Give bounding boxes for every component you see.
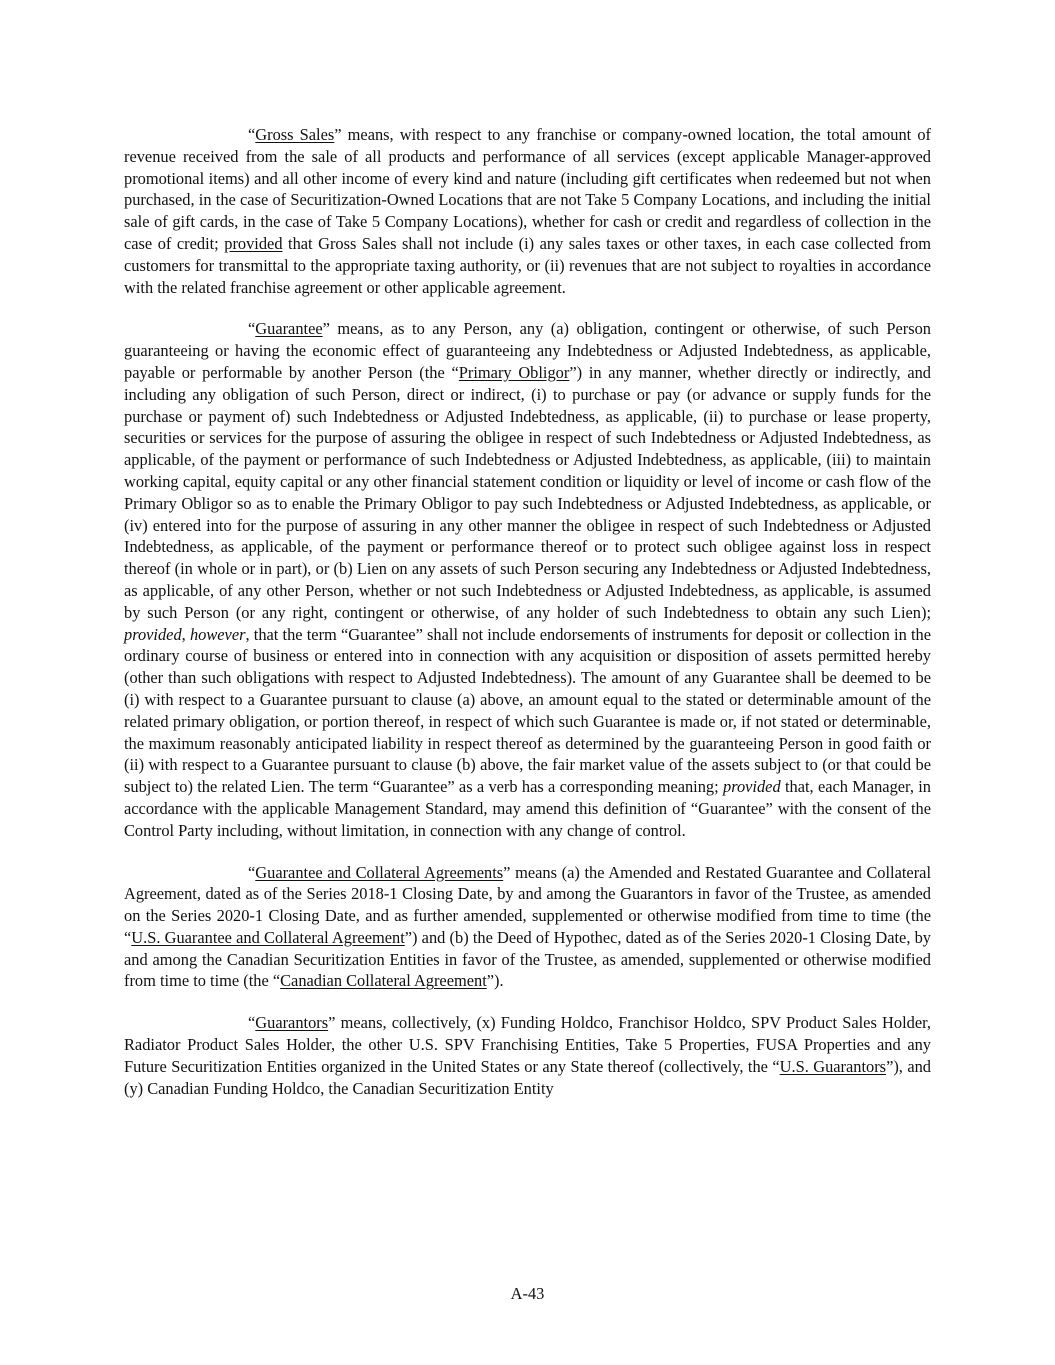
defined-term-inline: Primary Obligor (458, 362, 570, 382)
defined-term: Gross Sales (255, 125, 335, 144)
document-body (124, 124, 931, 1119)
underlined-word: provided (224, 233, 283, 253)
definition-guarantee: “Guarantee” means, as to any Person, any (a) obligation, contingent or otherwise, of such Person guaranteeing or having the economic effect of guaranteeing any Indebtedness or Adjusted Indebtedness, as applicable, payable or performable by another Person (the “Primary Obligor”) in any manner, whether directly or indirectly, and including any obligation of such Person, direct or indirect, (i) to purchase or pay (or advance or supply funds for the purchase or payment of) such Indebtedness or Adjusted Indebtedness, as applicable, (ii) to purchase or lease property, securities or services for the purpose of assuring the obligee in respect of such Indebtedness or Adjusted Indebtedness, as applicable, of the payment or performance of such Indebtedness or Adjusted Indebtedness, as applicable, (iii) to maintain working capital, equity capital or any other financial statement condition or liquidity or level of income or cash flow of the Primary Obligor so as to enable the Primary Obligor to pay such Indebtedness or Adjusted Indebtedness, as applicable, or (iv) entered into for the purpose of assuring in any other manner the obligee in respect of such Indebtedness or Adjusted Indebtedness, as applicable, of the payment or performance thereof or to protect such obligee against loss in respect thereof (in whole or in part), or (b) Lien on any assets of such Person securing any Indebtedness or Adjusted Indebtedness, as applicable, of any other Person, whether or not such Indebtedness or Adjusted Indebtedness, as applicable, is assumed by such Person (or any right, contingent or otherwise, of any holder of such Indebtedness to obtain any such Lien); provided, however, that the term “Guarantee” shall not include endorsements of instruments for deposit or collection in the ordinary course of business or entered into in connection with any acquisition or disposition of assets permitted hereby (other than such obligations with respect to Adjusted Indebtedness). The amount of any Guarantee shall be deemed to be (i) with respect to a Guarantee pursuant to clause (a) above, an amount equal to the stated or determinable amount of the related primary obligation, or portion thereof, in respect of which such Guarantee is made or, if not stated or determinable, the maximum reasonably anticipated liability in respect thereof as determined by the guaranteeing Person in good faith or (ii) with respect to a Guarantee pursuant to clause (b) above, the fair market value of the assets subject to (or that could be subject to) the related Lien. The term “Guarantee” as a verb has a corresponding meaning; provided that, each Manager, in accordance with the applicable Management Standard, may amend this definition of “Guarantee” with the consent of the Control Party including, without limitation, in connection with any change of control. (124, 319, 932, 840)
page-number: A-43 (510, 1284, 545, 1303)
defined-term: Guarantee (255, 319, 323, 339)
definition-guarantee-collateral-agreements: “Guarantee and Collateral Agreements” means (a) the Amended and Restated Guarantee and Collateral Agreement, dated as of the Series 2018-1 Closing Date, by and among the Guarantors in favor of the Trustee, as amended on the Series 2020-1 Closing Date, and as further amended, supplemented or otherwise modified from time to time (the “U.S. Guarantee and Collateral Agreement”) and (b) the Deed of Hypothec, dated as of the Series 2020-1 Closing Date, by and among the Canadian Securitization Entities in favor of the Trustee, as amended, supplemented or otherwise modified from time to time (the “Canadian Collateral Agreement”). (124, 862, 931, 991)
italic-word: however (189, 624, 246, 644)
definition-guarantors: “Guarantors” means, collectively, (x) Funding Holdco, Franchisor Holdco, SPV Product Sales Holder, Radiator Product Sales Holder, the other U.S. SPV Franchising Entities, Take 5 Properties, FUSA Properties and any Future Securitization Entities organized in the United States or any State thereof (collectively, the “U.S. Guarantors”), and (y) Canadian Funding Holdco, the Canadian Securitization Entity (124, 1013, 931, 1098)
defined-term: Guarantors (255, 1013, 329, 1033)
italic-word: provided (723, 777, 781, 797)
definition-gross-sales: “Gross Sales” means, with respect to any franchise or company-owned location, the total amount of revenue received from the sale of all products and performance of all services (except applicable Manager-approved promotional items) and all other income of every kind and nature (including gift certificates when redeemed but not when purchased, in the case of Securitization-Owned Locations that are not Take 5 Company Locations, and including the initial sale of gift cards, in the case of Take 5 Company Locations), whether for cash or credit and regardless of collection in the case of credit; provided that Gross Sales shall not include (i) any sales taxes or other taxes, in each case collected from customers for transmittal to the appropriate taxing authority, or (ii) revenues that are not subject to royalties in accordance with the related franchise agreement or other applicable agreement. (124, 125, 932, 297)
defined-term-inline: U.S. Guarantors (779, 1056, 887, 1076)
defined-term: Guarantee and Collateral Agreements (255, 862, 504, 882)
defined-term-inline: Canadian Collateral Agreement (280, 971, 487, 991)
defined-term-inline: U.S. Guarantee and Collateral Agreement (131, 927, 405, 947)
italic-word: provided (124, 624, 182, 644)
